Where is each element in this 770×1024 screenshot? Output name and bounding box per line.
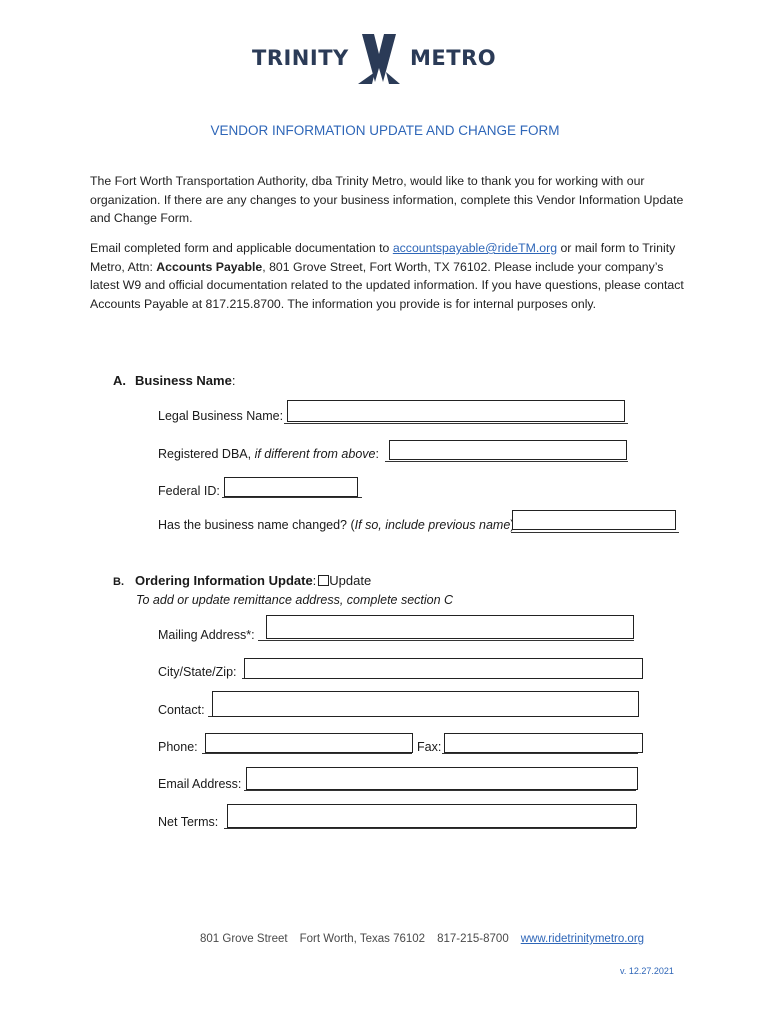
email-address-underline — [244, 790, 636, 791]
section-b-letter: B. — [113, 576, 124, 588]
net-terms-label: Net Terms: — [158, 815, 219, 829]
footer-address: 801 Grove Street — [200, 933, 288, 945]
instructions-text-1: Email completed form and applicable documentation to — [90, 241, 393, 255]
mailing-address-field[interactable] — [266, 615, 634, 639]
mailing-address-underline — [258, 640, 634, 641]
form-title: VENDOR INFORMATION UPDATE AND CHANGE FORM — [210, 123, 560, 138]
update-checkbox[interactable] — [318, 575, 329, 586]
previous-name-underline — [511, 532, 679, 533]
legal-business-name-underline — [284, 423, 628, 424]
footer — [200, 933, 644, 945]
section-a-title: Business Name — [135, 373, 232, 388]
attn-accounts-payable: Accounts Payable — [156, 259, 263, 274]
email-address-label: Email Address: — [158, 777, 242, 791]
logo-word-trinity: TRINITY — [252, 46, 349, 70]
mailing-address-label: Mailing Address*: — [158, 628, 255, 642]
intro-paragraph: The Fort Worth Transportation Authority, dba Trinity Metro, would like to thank you for working with our organization. If there are any changes to your business information, complete this Vendor Information Update and Change Form. — [90, 174, 684, 226]
net-terms-underline — [224, 828, 636, 829]
phone-underline — [202, 753, 412, 754]
email-address-field[interactable] — [246, 767, 638, 790]
dba-label-italic: if different from above — [254, 447, 376, 461]
section-b-title: Ordering Information Update — [135, 573, 313, 588]
trinity-metro-logo — [252, 30, 502, 90]
remittance-note: To add or update remittance address, complete section C — [136, 593, 454, 607]
legal-business-name-label: Legal Business Name: — [158, 409, 284, 423]
registered-dba-field[interactable] — [389, 440, 627, 460]
federal-id-field[interactable] — [224, 477, 358, 497]
city-state-zip-label: City/State/Zip: — [158, 665, 237, 679]
instructions-paragraph — [90, 239, 690, 313]
footer-phone: 817-215-8700 — [437, 933, 509, 945]
logo-word-metro: METRO — [410, 46, 497, 70]
legal-business-name-field[interactable] — [287, 400, 625, 422]
name-changed-label — [158, 518, 514, 532]
fax-underline — [442, 753, 638, 754]
net-terms-field[interactable] — [227, 804, 637, 828]
accounts-payable-email-link[interactable]: accountspayable@rideTM.org — [392, 241, 558, 255]
federal-id-label: Federal ID: — [158, 484, 220, 498]
section-a-heading: A. Business Name: — [113, 373, 236, 388]
fax-label: Fax: — [417, 740, 442, 754]
previous-name-field[interactable] — [512, 510, 676, 530]
version-number: v. 12.27.2021 — [620, 966, 674, 976]
logo-mark-icon — [356, 32, 402, 84]
update-checkbox-label: Update — [329, 573, 372, 588]
city-state-zip-field[interactable] — [244, 658, 643, 679]
footer-city: Fort Worth, Texas 76102 — [299, 933, 426, 945]
name-changed-italic: If so, include previous name — [354, 518, 511, 532]
phone-label: Phone: — [158, 740, 198, 754]
dba-label-text: Registered DBA, — [158, 447, 255, 461]
name-changed-text: Has the business name changed? ( — [158, 518, 355, 532]
contact-label: Contact: — [158, 703, 205, 717]
phone-field[interactable] — [205, 733, 413, 753]
registered-dba-underline — [385, 461, 628, 462]
instructions-text-2: or mail form to Trinity Metro, Attn: — [90, 241, 676, 274]
section-a-letter: A. — [113, 373, 126, 388]
contact-field[interactable] — [212, 691, 639, 717]
instructions-text-3: , 801 Grove Street, Fort Worth, TX 76102. Please include your company’s latest W9 and official documentation related to the updated information. If you have questions, please contact Accounts Payable at 817.215.8700. The information you provide is for internal purposes only. — [90, 259, 684, 311]
footer-website-link[interactable]: www.ridetrinitymetro.org — [520, 933, 645, 945]
registered-dba-label: Registered DBA, if different from above: — [158, 447, 379, 461]
fax-field[interactable] — [444, 733, 643, 753]
federal-id-underline — [222, 497, 362, 498]
section-b-heading: B. Ordering Information Update: Update — [113, 573, 372, 588]
